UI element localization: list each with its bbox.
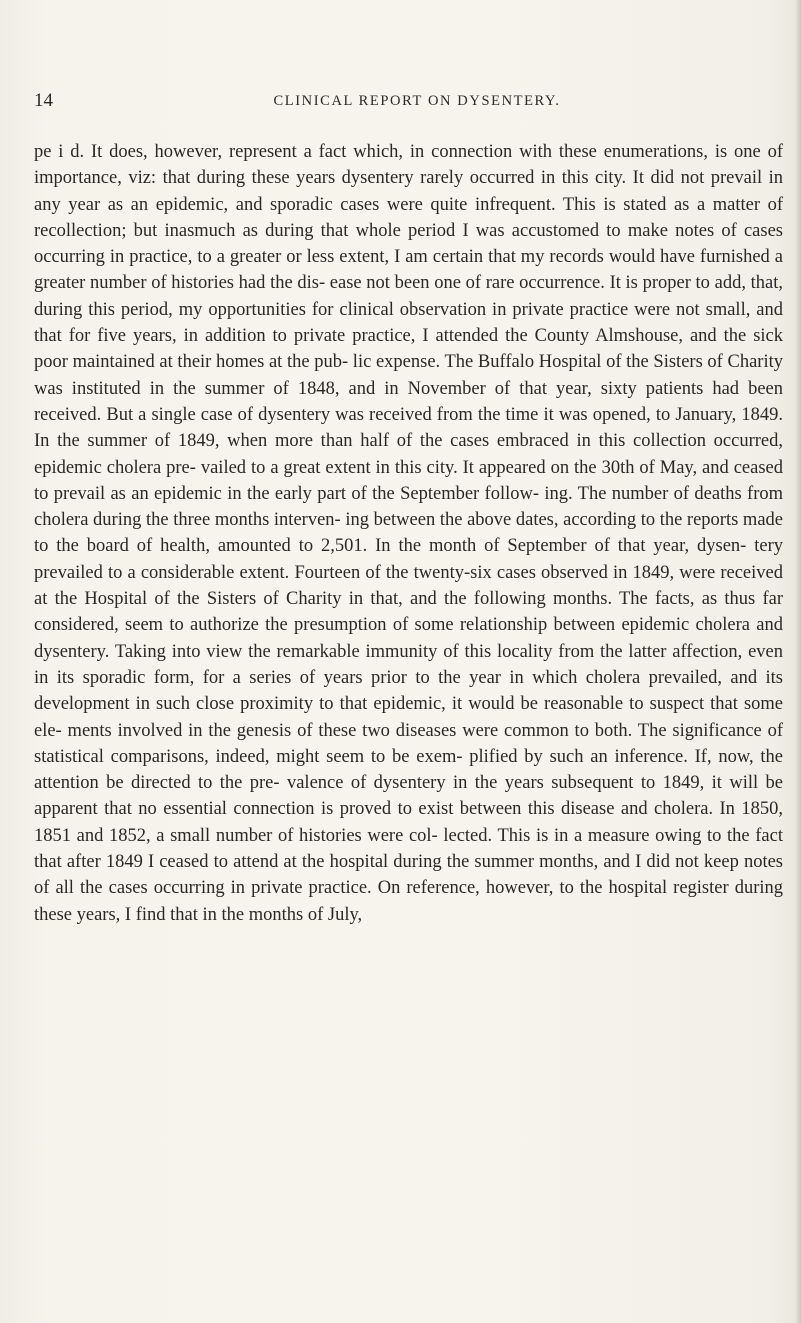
- page-number: 14: [34, 90, 53, 111]
- body-paragraph: pe i d. It does, however, represent a fact which, in connection with these enumerations, is one of importance, viz: that during these years dysentery rarely occurred in this city. It did not prevail in any year as an epidemic, and sporadic cases were quite infrequent. This is stated as a matter of recollection; but inasmuch as during that whole period I was accustomed to make notes of cases occurring in practice, to a greater or less extent, I am certain that my records would have furnished a greater number of histories had the dis- ease not been one of rare occurrence. It is proper to add, that, during this period, my opportunities for clinical observation in private practice were not small, and that for five years, in addition to private practice, I attended the County Almshouse, and the sick poor maintained at their homes at the pub- lic expense. The Buffalo Hospital of the Sisters of Charity was instituted in the summer of 1848, and in November of that year, sixty patients had been received. But a single case of dysentery was received from the time it was opened, to January, 1849. In the summer of 1849, when more than half of the cases embraced in this collection occurred, epidemic cholera pre- vailed to a great extent in this city. It appeared on the 30th of May, and ceased to prevail as an epidemic in the early part of the September follow- ing. The number of deaths from cholera during the three months interven- ing between the above dates, according to the reports made to the board of health, amounted to 2,501. In the month of September of that year, dysen- tery prevailed to a considerable extent. Fourteen of the twenty-six cases observed in 1849, were received at the Hospital of the Sisters of Charity in that, and the following months. The facts, as thus far considered, seem to authorize the presumption of some relationship between epidemic cholera and dysentery. Taking into view the remarkable immunity of this locality from the latter affection, even in its sporadic form, for a series of years prior to the year in which cholera prevailed, and its development in such close proximity to that epidemic, it would be reasonable to suspect that some ele- ments involved in the genesis of these two diseases were common to both. The significance of statistical comparisons, indeed, might seem to be exem- plified by such an inference. If, now, the attention be directed to the pre- valence of dysentery in the years subsequent to 1849, it will be apparent that no essential connection is proved to exist between this disease and cholera. In 1850, 1851 and 1852, a small number of histories were col- lected. This is in a measure owing to the fact that after 1849 I ceased to attend at the hospital during the summer months, and I did not keep notes of all the cases occurring in private practice. On reference, however, to the hospital register during these years, I find that in the months of July,: [34, 142, 783, 925]
- running-head-title: CLINICAL REPORT ON DYSENTERY.: [273, 93, 561, 109]
- page-edge-shadow: [795, 0, 801, 1323]
- running-head: [34, 89, 782, 115]
